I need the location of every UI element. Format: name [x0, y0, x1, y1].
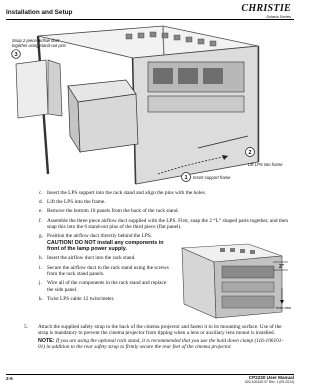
- step-5-note: [24, 338, 290, 351]
- step-h: h. Insert the airflow duct into the rack stand.: [39, 255, 136, 262]
- rack-clearance-figure: [170, 242, 292, 322]
- callout-2-text: Lift LPS into frame: [248, 162, 283, 167]
- note-label: NOTE:: [38, 337, 55, 344]
- christie-logo: [241, 4, 291, 19]
- step-f: f. Assemble the three piece airflow duct supplied with the LPS. First, snap the 2 “L” shaped parts together, and then snap this into the 6 stand-out pins of the third piece (flat panel).: [39, 217, 289, 231]
- callout-2-number: 2: [248, 150, 252, 156]
- callout-1-number: 1: [184, 175, 188, 181]
- step-g: g. Position the airflow duct directly behind the LPS. CAUTION! DO NOT install any components in front of the lamp power supply.: [39, 233, 172, 253]
- keep-clear-label: Keep clear: [276, 306, 292, 310]
- footer-manual-info: [245, 375, 294, 385]
- step-c: c. Insert the LPS support into the rack stand and align the pins with the holes.: [39, 190, 207, 196]
- step-k: k. Twist LPS cable 12 twist/meter.: [39, 296, 115, 302]
- section-title: Installation and Setup: [6, 9, 73, 16]
- step-e: e. Remove the bottom 10 panels from the back of the rack stand.: [39, 208, 179, 215]
- step-i: i. Secure the airflow duct to the rack stand using the screws from the rack stand panels.: [39, 264, 169, 278]
- step-j: j. Wire all of the components in the rack stand and replace the side panel.: [39, 280, 167, 293]
- step-5: [24, 324, 290, 350]
- step-5-text: Attach the supplied safety strap to the back of the cinema projector and fasten it to its mounting surface. Use of the strap is mandatory to prevent the cinema projector from tipping when a lens or auxiliary lens mount is installed.: [38, 324, 282, 337]
- callout-3-text-line1: Snap 2-piece airflow duct: [12, 38, 60, 43]
- page-number: 2-6: [6, 376, 13, 381]
- step-d: d. Lift the LPS into the frame.: [39, 199, 106, 206]
- logo-tagline: Solaria Series: [266, 14, 291, 19]
- callout-3-text-line2: together using stand-out pins: [12, 43, 67, 48]
- callout-1-text: Insert support frame: [193, 175, 231, 180]
- note-text: If you are using the optional rack stand, it is recommended that you use the hold down clamp (116-106101-01) in addition to the rear safety strap to firmly secure the rear feet of the cinema projector.: [38, 337, 284, 350]
- logo-wordmark: CHRISTIE: [241, 3, 291, 14]
- clearance-dimension-label: 2": [279, 264, 285, 270]
- document-code: 020-100430-07 Rev. 1 (09-2014): [244, 380, 294, 384]
- manual-title: CP2230 User Manual: [248, 375, 294, 380]
- step-5-number: 5.: [24, 324, 28, 330]
- caution-text: CAUTION! DO NOT install any components in front of the lamp power supply.: [47, 239, 164, 253]
- rack-stand-figure: [8, 24, 292, 186]
- callout-3-number: 3: [14, 52, 18, 58]
- header-rule: [6, 19, 294, 20]
